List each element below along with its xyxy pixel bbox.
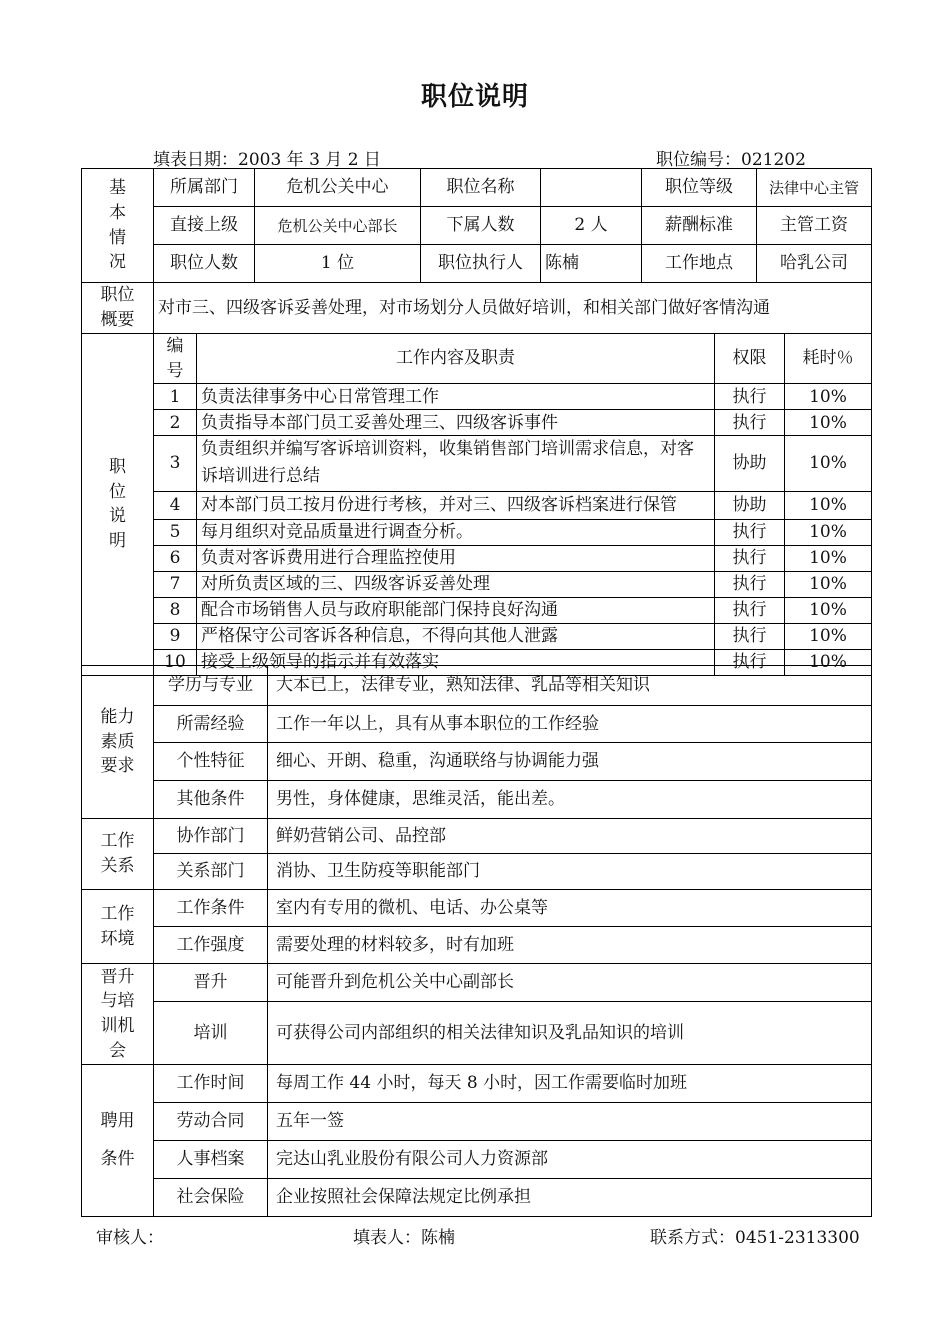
duty-row <box>82 519 872 545</box>
ability-row <box>82 706 872 743</box>
subordinates-label: 下属人数 <box>421 207 541 245</box>
environment-label: 工作条件 <box>154 890 268 927</box>
employment-label: 人事档案 <box>154 1141 268 1179</box>
duty-time: 10% <box>785 623 872 649</box>
duty-content: 负责指导本部门员工妥善处理三、四级客诉事件 <box>197 410 715 436</box>
duty-content: 对本部门员工按月份进行考核，并对三、四级客诉档案进行保管 <box>197 491 715 519</box>
duty-number: 6 <box>154 545 197 571</box>
duty-time: 10% <box>785 410 872 436</box>
contact: 联系方式：0451-2313300 <box>650 1228 860 1248</box>
duty-authority: 执行 <box>715 649 785 675</box>
pos-name-label: 职位名称 <box>421 169 541 207</box>
superior-label: 直接上级 <box>154 207 255 245</box>
promotion-row <box>82 964 872 1002</box>
environment-row <box>82 890 872 927</box>
col-time-header: 耗时％ <box>785 334 872 384</box>
duty-number: 3 <box>154 436 197 491</box>
duty-number: 10 <box>154 649 197 675</box>
location-label: 工作地点 <box>642 245 757 283</box>
location-value: 哈乳公司 <box>757 245 872 283</box>
ability-row <box>82 743 872 781</box>
duty-number: 7 <box>154 571 197 597</box>
duty-row <box>82 597 872 623</box>
duty-content: 负责对客诉费用进行合理监控使用 <box>197 545 715 571</box>
employment-row <box>82 1065 872 1103</box>
relations-label: 关系部门 <box>154 854 268 890</box>
ability-row <box>82 666 872 706</box>
ability-label: 所需经验 <box>154 706 268 743</box>
summary-table <box>81 282 872 334</box>
duties-section-label: 职位说明 <box>82 334 154 676</box>
executor-value: 陈楠 <box>541 245 642 283</box>
promotion-label: 培训 <box>154 1002 268 1065</box>
ability-label: 个性特征 <box>154 743 268 781</box>
ability-value: 大本已上，法律专业，熟知法律、乳品等相关知识 <box>268 666 872 706</box>
promotion-label: 晋升 <box>154 964 268 1002</box>
promotion-section-label: 晋升与培训机会 <box>82 964 154 1065</box>
employment-row <box>82 1179 872 1217</box>
duty-content: 对所负责区域的三、四级客诉妥善处理 <box>197 571 715 597</box>
duty-content: 配合市场销售人员与政府职能部门保持良好沟通 <box>197 597 715 623</box>
duty-row <box>82 545 872 571</box>
ability-section-label: 能力素质要求 <box>82 666 154 819</box>
relations-row <box>82 819 872 854</box>
col-authority-header: 权限 <box>715 334 785 384</box>
filler: 填表人：陈楠 <box>353 1228 455 1248</box>
duty-content: 每月组织对竞品质量进行调查分析。 <box>197 519 715 545</box>
reviewer: 审核人： <box>96 1228 164 1248</box>
col-no-header: 编号 <box>154 334 197 384</box>
duty-authority: 执行 <box>715 545 785 571</box>
ability-value: 工作一年以上，具有从事本职位的工作经验 <box>268 706 872 743</box>
basic-info-table <box>81 168 872 283</box>
pos-level-label: 职位等级 <box>642 169 757 207</box>
promotion-value: 可获得公司内部组织的相关法律知识及乳品知识的培训 <box>268 1002 872 1065</box>
duty-time: 10% <box>785 649 872 675</box>
duty-row <box>82 491 872 519</box>
duty-time: 10% <box>785 519 872 545</box>
duty-content: 严格保守公司客诉各种信息，不得向其他人泄露 <box>197 623 715 649</box>
duty-authority: 执行 <box>715 571 785 597</box>
page-title: 职位说明 <box>420 82 529 112</box>
duty-time: 10% <box>785 384 872 410</box>
summary-text: 对市三、四级客诉妥善处理，对市场划分人员做好培训，和相关部门做好客情沟通 <box>154 283 872 334</box>
environment-section-label: 工作环境 <box>82 890 154 964</box>
environment-label: 工作强度 <box>154 927 268 964</box>
duty-time: 10% <box>785 571 872 597</box>
relations-value: 消协、卫生防疫等职能部门 <box>268 854 872 890</box>
employment-section-label: 聘用条件 <box>82 1065 154 1217</box>
duty-time: 10% <box>785 597 872 623</box>
employment-row <box>82 1103 872 1141</box>
employment-label: 社会保险 <box>154 1179 268 1217</box>
duty-time: 10% <box>785 491 872 519</box>
duties-table <box>81 333 872 676</box>
employment-label: 工作时间 <box>154 1065 268 1103</box>
duty-time: 10% <box>785 545 872 571</box>
duty-authority: 执行 <box>715 623 785 649</box>
ability-value: 细心、开朗、稳重，沟通联络与协调能力强 <box>268 743 872 781</box>
relations-row <box>82 854 872 890</box>
pos-level-value: 法律中心主管 <box>757 169 872 207</box>
promotion-value: 可能晋升到危机公关中心副部长 <box>268 964 872 1002</box>
duty-row <box>82 384 872 410</box>
relations-label: 协作部门 <box>154 819 268 854</box>
duty-number: 5 <box>154 519 197 545</box>
dept-value: 危机公关中心 <box>255 169 421 207</box>
basic-section-label: 基本情况 <box>82 169 154 283</box>
duty-authority: 协助 <box>715 436 785 491</box>
requirements-table <box>81 665 872 1217</box>
duty-row <box>82 436 872 491</box>
executor-label: 职位执行人 <box>421 245 541 283</box>
duty-authority: 协助 <box>715 491 785 519</box>
duty-number: 4 <box>154 491 197 519</box>
headcount-value: 1 位 <box>255 245 421 283</box>
duty-authority: 执行 <box>715 410 785 436</box>
relations-section-label: 工作关系 <box>82 819 154 890</box>
fill-date: 填表日期：2003 年 3 月 2 日 <box>153 150 381 170</box>
duty-authority: 执行 <box>715 384 785 410</box>
duty-time: 10% <box>785 436 872 491</box>
position-code: 职位编号：021202 <box>656 150 806 170</box>
employment-value: 完达山乳业股份有限公司人力资源部 <box>268 1141 872 1179</box>
relations-value: 鲜奶营销公司、品控部 <box>268 819 872 854</box>
duty-number: 9 <box>154 623 197 649</box>
duty-content: 负责法律事务中心日常管理工作 <box>197 384 715 410</box>
ability-label: 其他条件 <box>154 781 268 819</box>
duty-number: 8 <box>154 597 197 623</box>
employment-value: 五年一签 <box>268 1103 872 1141</box>
duty-number: 1 <box>154 384 197 410</box>
salary-label: 薪酬标准 <box>642 207 757 245</box>
duty-authority: 执行 <box>715 519 785 545</box>
superior-value: 危机公关中心部长 <box>255 207 421 245</box>
duty-row <box>82 571 872 597</box>
duty-content: 接受上级领导的指示并有效落实 <box>197 649 715 675</box>
ability-label: 学历与专业 <box>154 666 268 706</box>
employment-value: 企业按照社会保障法规定比例承担 <box>268 1179 872 1217</box>
employment-row <box>82 1141 872 1179</box>
ability-value: 男性，身体健康，思维灵活，能出差。 <box>268 781 872 819</box>
environment-row <box>82 927 872 964</box>
duty-row <box>82 623 872 649</box>
duty-content: 负责组织并编写客诉培训资料，收集销售部门培训需求信息，对客诉培训进行总结 <box>197 436 715 491</box>
salary-value: 主管工资 <box>757 207 872 245</box>
promotion-row <box>82 1002 872 1065</box>
duty-row <box>82 410 872 436</box>
employment-value: 每周工作 44 小时，每天 8 小时，因工作需要临时加班 <box>268 1065 872 1103</box>
summary-label: 职位概要 <box>82 283 154 334</box>
environment-value: 室内有专用的微机、电话、办公桌等 <box>268 890 872 927</box>
duty-authority: 执行 <box>715 597 785 623</box>
subordinates-value: 2 人 <box>541 207 642 245</box>
headcount-label: 职位人数 <box>154 245 255 283</box>
environment-value: 需要处理的材料较多，时有加班 <box>268 927 872 964</box>
ability-row <box>82 781 872 819</box>
duty-number: 2 <box>154 410 197 436</box>
dept-label: 所属部门 <box>154 169 255 207</box>
pos-name-value <box>541 169 642 207</box>
employment-label: 劳动合同 <box>154 1103 268 1141</box>
col-content-header: 工作内容及职责 <box>197 334 715 384</box>
